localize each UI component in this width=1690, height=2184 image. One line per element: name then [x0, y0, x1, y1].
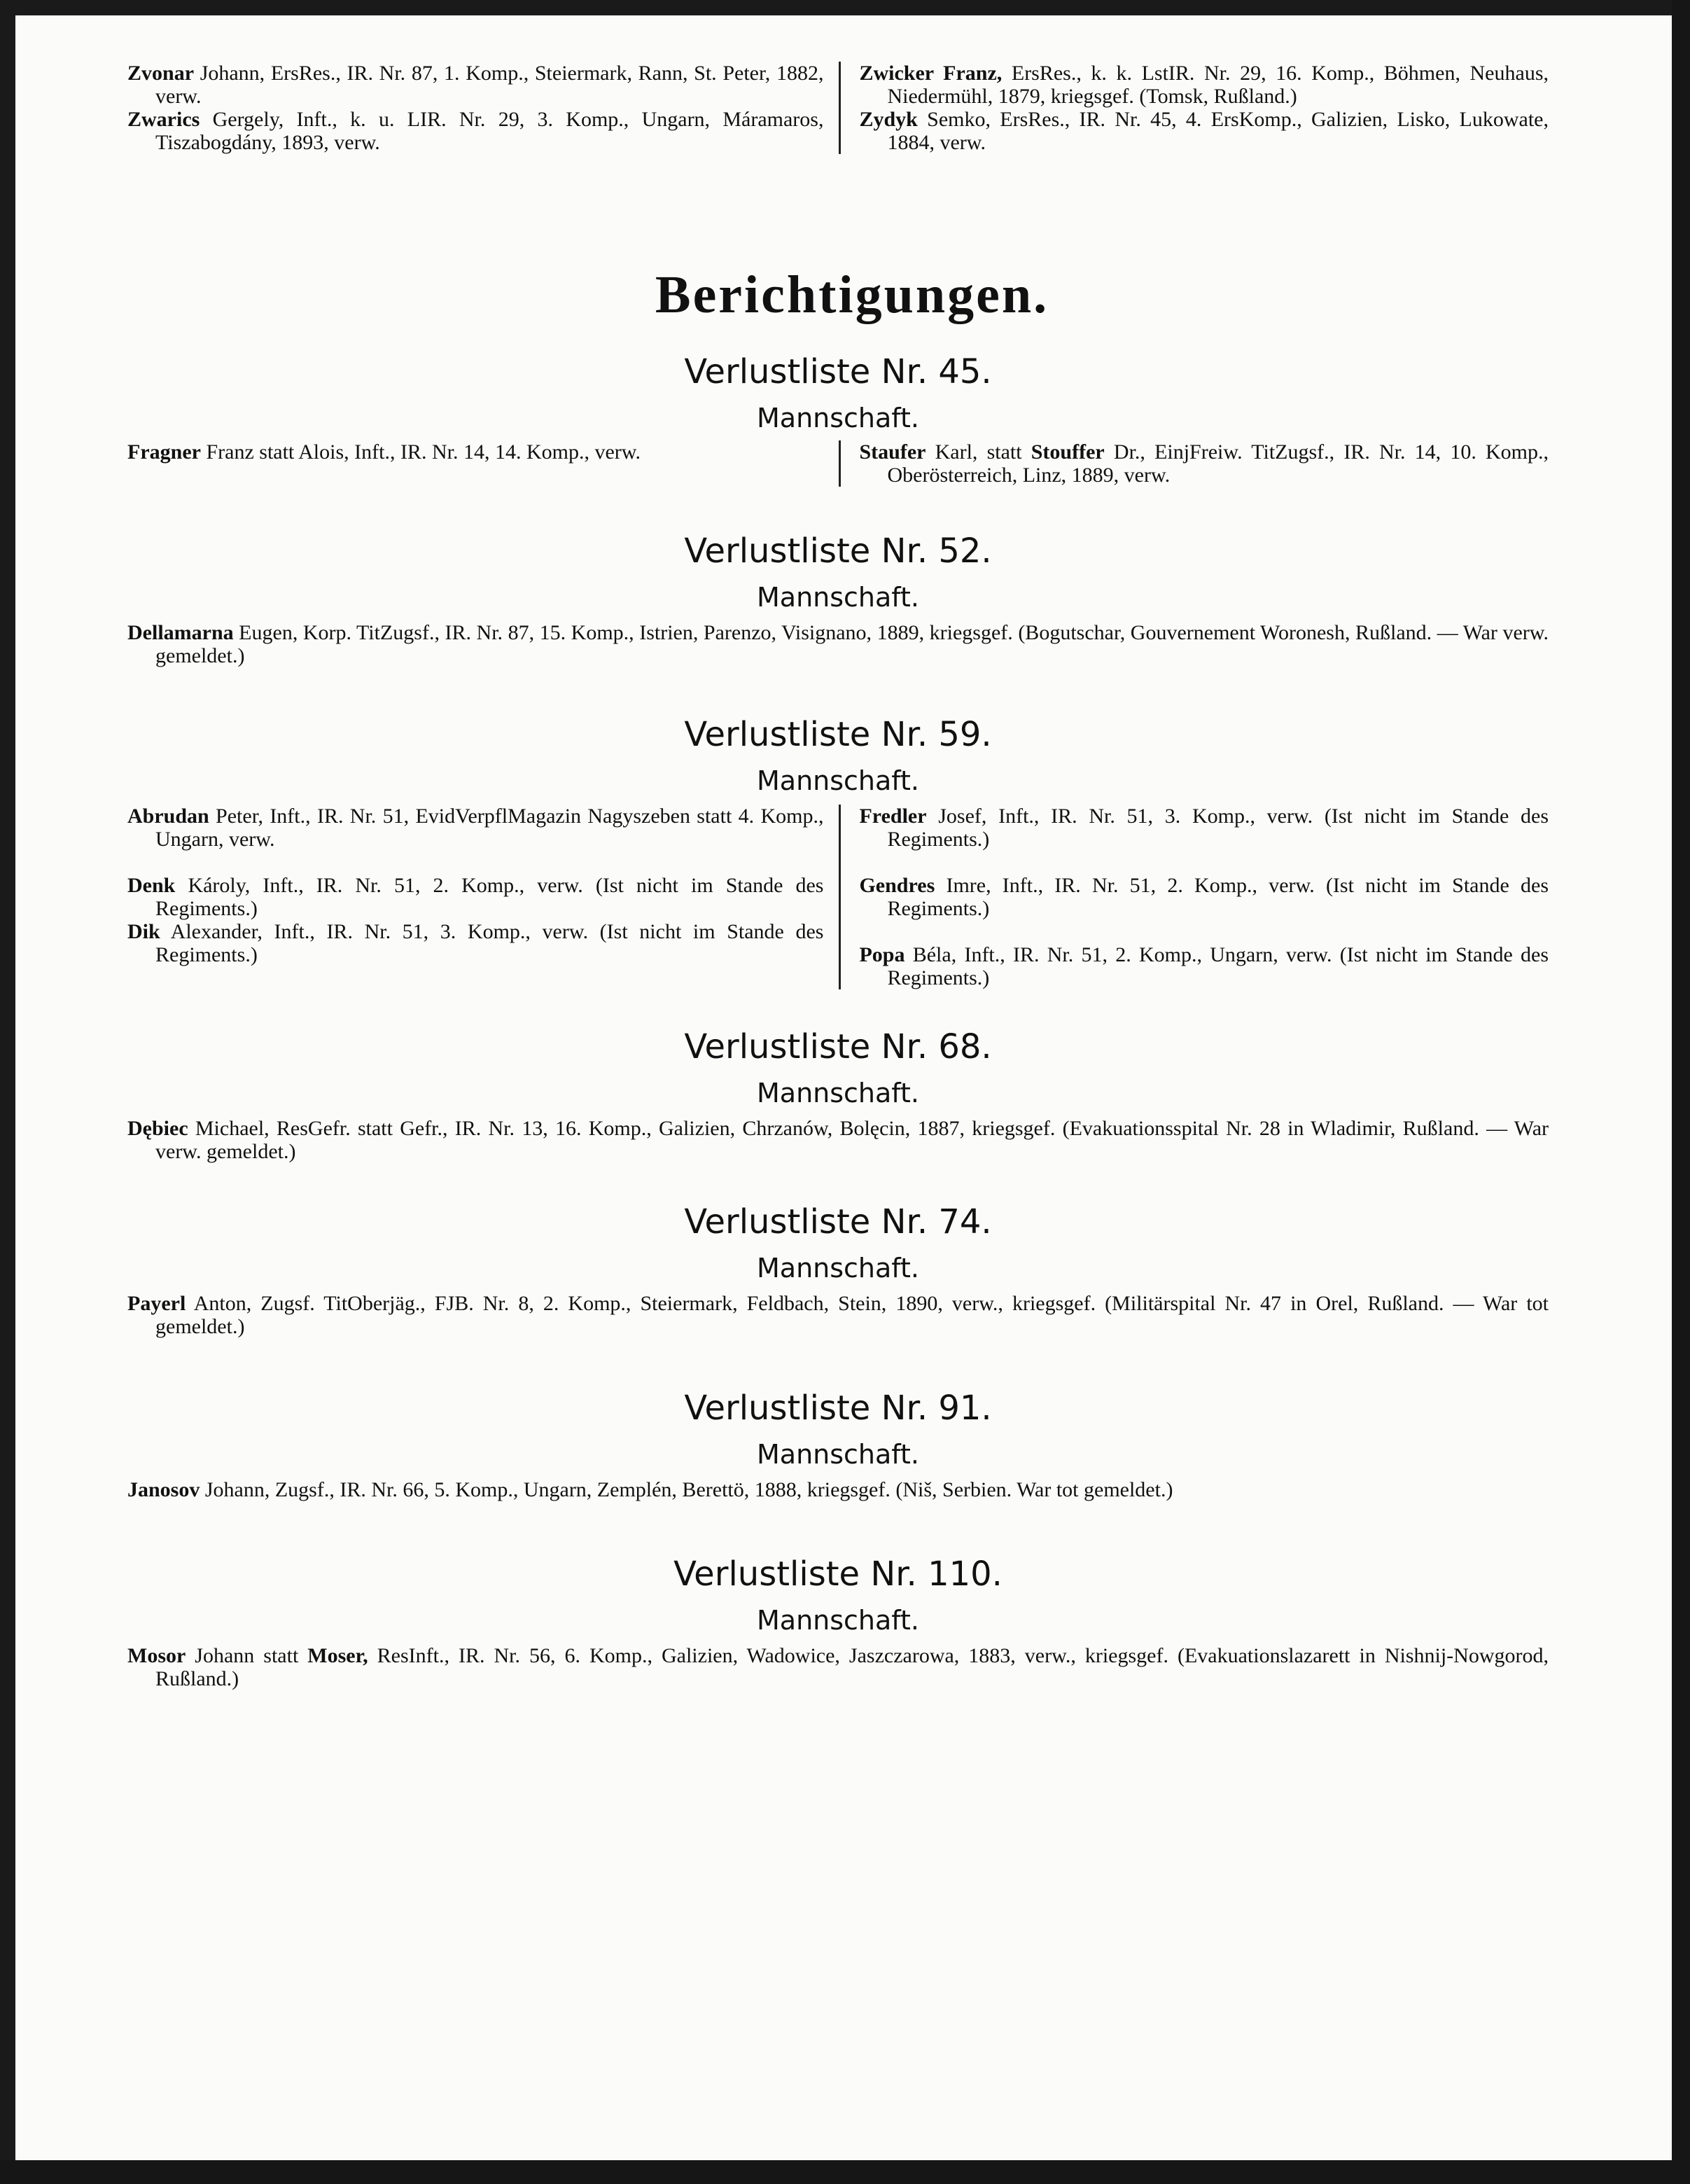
section-subheading: Mannschaft. [757, 765, 919, 796]
list-entries [127, 440, 1549, 487]
list-heading: Verlustliste Nr. 52. [684, 531, 992, 571]
casualty-entry: Zwarics Gergely, Inft., k. u. LIR. Nr. 29, 3. Komp., Ungarn, Máramaros, Tiszabogdány, 1893, verw. [127, 108, 824, 154]
section-subheading: Mannschaft. [757, 1439, 919, 1470]
casualty-entry: Dębiec Michael, ResGefr. statt Gefr., IR. Nr. 13, 16. Komp., Galizien, Chrzanów, Bolęcin, 1887, kriegsgef. (Evakuationsspital Nr. 28 in Wladimir, Rußland. — War verw. gemeldet.) [127, 1117, 1549, 1163]
list-heading: Verlustliste Nr. 91. [684, 1389, 992, 1428]
list-entries [127, 1292, 1549, 1338]
casualty-entry: Payerl Anton, Zugsf. TitOberjäg., FJB. Nr. 8, 2. Komp., Steiermark, Feldbach, Stein, 1890, verw., kriegsgef. (Militärspital Nr. 47 in Orel, Rußland. — War tot gemeldet.) [127, 1292, 1549, 1338]
list-entries [127, 805, 1549, 989]
list-heading: Verlustliste Nr. 45. [684, 352, 992, 391]
casualty-entry: Zvonar Johann, ErsRes., IR. Nr. 87, 1. Komp., Steiermark, Rann, St. Peter, 1882, verw. [127, 62, 824, 108]
left-column [127, 440, 839, 487]
list-heading: Verlustliste Nr. 74. [684, 1202, 992, 1241]
casualty-entry: Fragner Franz statt Alois, Inft., IR. Nr. 14, 14. Komp., verw. [127, 440, 641, 464]
section-subheading: Mannschaft. [757, 1605, 919, 1636]
top-left-column [127, 62, 839, 154]
casualty-entry: Denk Károly, Inft., IR. Nr. 51, 2. Komp., verw. (Ist nicht im Stande des Regiments.) [127, 874, 824, 920]
casualty-entry: Dellamarna Eugen, Korp. TitZugsf., IR. Nr. 87, 15. Komp., Istrien, Parenzo, Visignano, 1889, kriegsgef. (Bogutschar, Gouvernement Woronesh, Rußland. — War verw. gemeldet.) [127, 621, 1549, 667]
casualty-entry: Fredler Josef, Inft., IR. Nr. 51, 3. Komp., verw. (Ist nicht im Stande des Regiments.) [859, 805, 1549, 851]
casualty-entry: Staufer Karl, statt Stouffer Dr., EinjFreiw. TitZugsf., IR. Nr. 14, 10. Komp., Oberösterreich, Linz, 1889, verw. [859, 440, 1549, 487]
scan-border-bottom [0, 2160, 1690, 2184]
section-subheading: Mannschaft. [757, 403, 919, 433]
list-entries [127, 621, 1549, 667]
section-subheading: Mannschaft. [757, 1253, 919, 1284]
page-content [127, 62, 1549, 1690]
top-entries [127, 62, 1549, 154]
casualty-entry: Mosor Johann statt Moser, ResInft., IR. Nr. 56, 6. Komp., Galizien, Wadowice, Jaszczarowa, 1883, verw., kriegsgef. (Evakuationslazarett in Nishnij-Nowgorod, Rußland.) [127, 1644, 1549, 1690]
casualty-entry: Dik Alexander, Inft., IR. Nr. 51, 3. Komp., verw. (Ist nicht im Stande des Regiments.) [127, 920, 824, 966]
entry-spacer [859, 851, 1549, 874]
list-heading: Verlustliste Nr. 59. [684, 715, 992, 754]
list-heading: Verlustliste Nr. 110. [673, 1554, 1003, 1594]
list-entries [127, 1478, 1549, 1501]
entry-spacer [859, 920, 1549, 943]
casualty-entry: Zwicker Franz, ErsRes., k. k. LstIR. Nr. 29, 16. Komp., Böhmen, Neuhaus, Niedermühl, 1879, kriegsgef. (Tomsk, Rußland.) [859, 62, 1549, 108]
left-column [127, 805, 839, 989]
scan-border-top [0, 0, 1690, 15]
casualty-entry: Janosov Johann, Zugsf., IR. Nr. 66, 5. Komp., Ungarn, Zemplén, Berettö, 1888, kriegsgef. (Niš, Serbien. War tot gemeldet.) [127, 1478, 1173, 1501]
right-column [839, 440, 1549, 487]
list-heading: Verlustliste Nr. 68. [684, 1027, 992, 1066]
scan-border-left [0, 0, 15, 2184]
casualty-entry: Zydyk Semko, ErsRes., IR. Nr. 45, 4. ErsKomp., Galizien, Lisko, Lukowate, 1884, verw. [859, 108, 1549, 154]
casualty-entry: Popa Béla, Inft., IR. Nr. 51, 2. Komp., Ungarn, verw. (Ist nicht im Stande des Regiments.) [859, 943, 1549, 989]
top-right-column [839, 62, 1549, 154]
section-subheading: Mannschaft. [757, 582, 919, 613]
page-title: Berichtigungen. [655, 265, 1049, 324]
casualty-entry: Gendres Imre, Inft., IR. Nr. 51, 2. Komp., verw. (Ist nicht im Stande des Regiments.) [859, 874, 1549, 920]
entry-spacer [127, 851, 823, 874]
right-column [839, 805, 1549, 989]
section-subheading: Mannschaft. [757, 1078, 919, 1108]
scan-border-right [1672, 0, 1690, 2184]
casualty-entry: Abrudan Peter, Inft., IR. Nr. 51, EvidVerpflMagazin Nagyszeben statt 4. Komp., Ungarn, verw. [127, 805, 824, 851]
list-entries [127, 1644, 1549, 1690]
list-entries [127, 1117, 1549, 1163]
